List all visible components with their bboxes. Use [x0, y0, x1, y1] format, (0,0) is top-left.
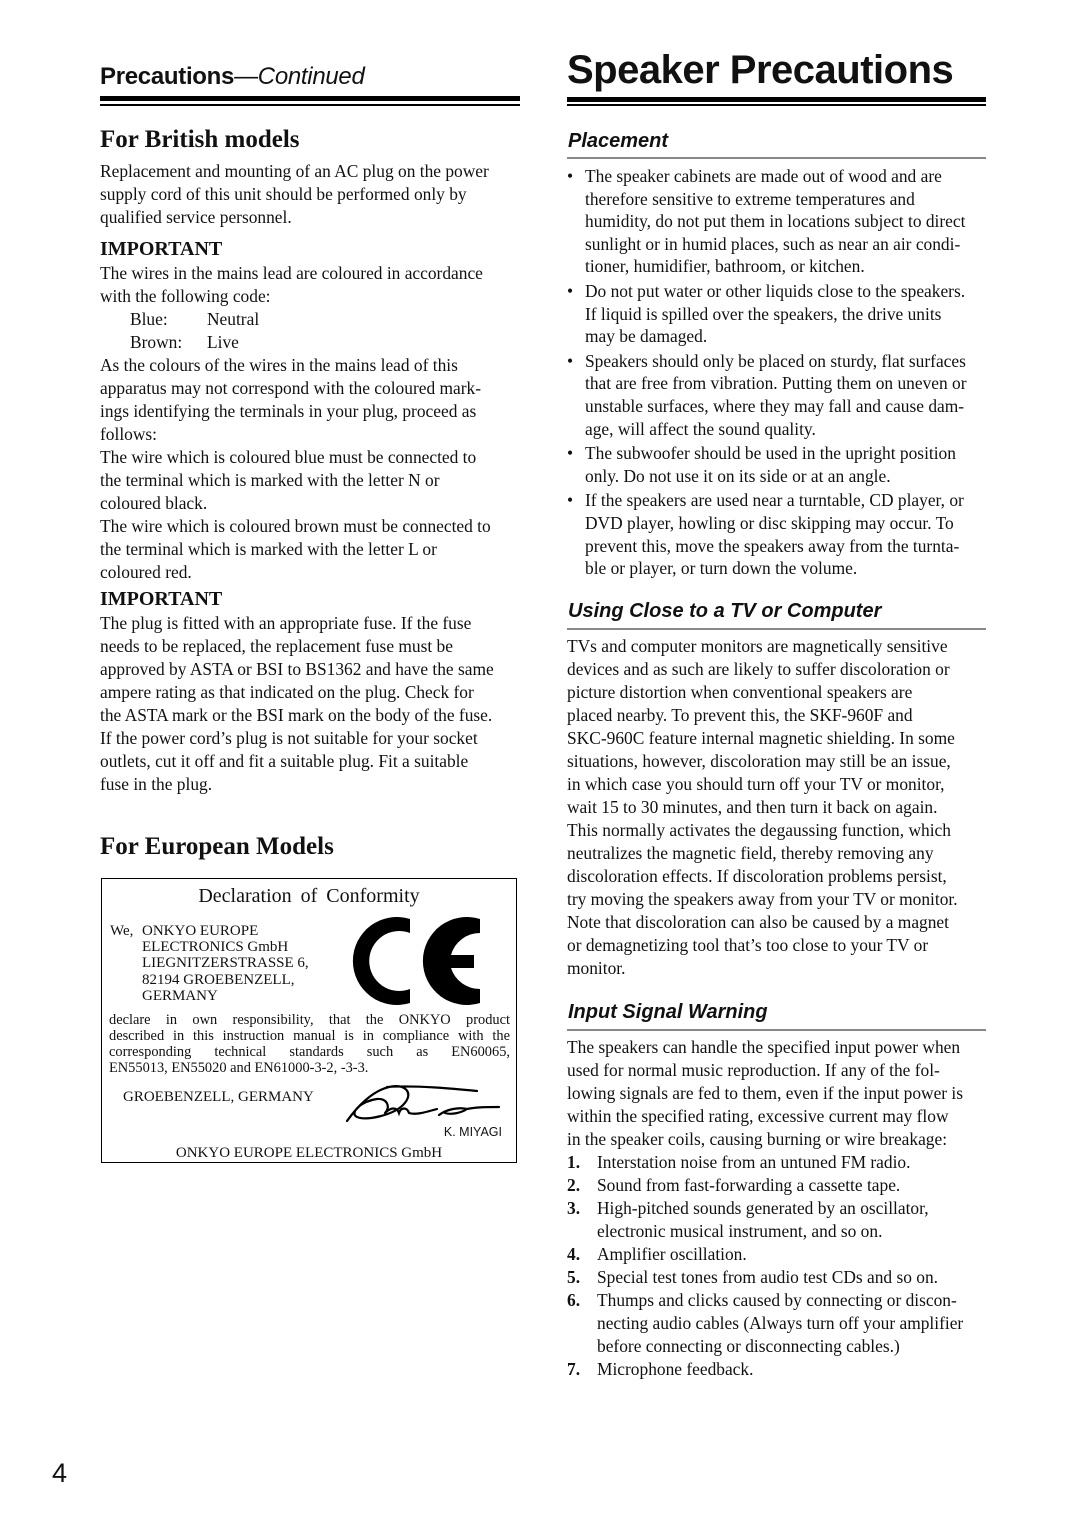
text-line: coloured black.	[100, 493, 208, 513]
text-line: electronic musical instrument, and so on.	[597, 1221, 883, 1241]
text-line: needs to be replaced, the replacement fuse must be	[100, 636, 453, 656]
list-item	[567, 350, 987, 440]
text-line: devices and as such are likely to suffer discoloration or	[567, 659, 950, 679]
declare-line: declare in own responsibility, that the ONKYO product	[109, 1012, 510, 1028]
text-line: If liquid is spilled over the speakers, the drive units	[585, 303, 942, 324]
declare-line: described in this instruction manual is in compliance with the	[109, 1028, 510, 1044]
bullet-icon: •	[567, 166, 574, 186]
text-line: try moving the speakers away from your TV or monitor.	[567, 889, 958, 909]
tv-section-body	[567, 635, 958, 980]
text-line: The plug is fitted with an appropriate fuse. If the fuse	[100, 613, 472, 633]
text-line: Special test tones from audio test CDs and so on.	[597, 1267, 939, 1287]
declaration-address	[142, 923, 309, 1004]
text-line: used for normal music reproduction. If any of the fol-	[567, 1060, 940, 1080]
title-rule-thick	[567, 97, 986, 102]
declaration-we: We,	[110, 923, 134, 939]
text-line: If the speakers are used near a turntable, CD player, or	[585, 490, 964, 511]
text-line: may be damaged.	[585, 326, 708, 347]
text-line: humidity, do not put them in locations subject to direct	[585, 211, 966, 232]
text-line: discoloration effects. If discoloration problems persist,	[567, 866, 947, 886]
item-number: 7.	[567, 1359, 581, 1379]
header-rule-thick	[100, 96, 520, 101]
text-line: Speakers should only be placed on sturdy, flat surfaces	[585, 350, 966, 371]
text-line: approved by ASTA or BSI to BS1362 and have the same	[100, 659, 494, 679]
item-number: 5.	[567, 1267, 581, 1287]
list-item	[567, 1197, 987, 1243]
declaration-statement	[109, 1012, 510, 1076]
list-item	[567, 442, 987, 487]
text-line: The wires in the mains lead are coloured in accordance	[100, 263, 483, 283]
text-line: The wire which is coloured blue must be connected to	[100, 447, 477, 467]
bullet-icon: •	[567, 490, 574, 511]
left-page-header	[100, 62, 520, 92]
tv-section-title: Using Close to a TV or Computer	[568, 600, 882, 622]
text-line: the ASTA mark or the BSI mark on the body of the fuse.	[100, 705, 493, 725]
text-line: in the speaker coils, causing burning or wire breakage:	[567, 1129, 948, 1149]
text-line: the terminal which is marked with the letter N or	[100, 470, 440, 490]
text-line: sunlight or in humid places, such as near an air condi-	[585, 233, 961, 254]
text-line: neutralizes the magnetic field, thereby removing any	[567, 843, 934, 863]
text-line: therefore sensitive to extreme temperatures and	[585, 188, 915, 209]
bullet-icon: •	[567, 280, 574, 301]
text-line: fuse in the plug.	[100, 774, 213, 794]
text-line: This normally activates the degaussing function, which	[567, 820, 951, 840]
declare-line: EN55013, EN55020 and EN61000-3-2, -3-3.	[109, 1060, 369, 1076]
text-line: supply cord of this unit should be performed only by	[100, 184, 467, 204]
input-section-title: Input Signal Warning	[568, 1001, 768, 1023]
signature-icon	[327, 1077, 507, 1129]
text-line: Note that discoloration can also be caused by a magnet	[567, 912, 949, 932]
important-heading-2: IMPORTANT	[100, 588, 223, 610]
text-line: placed nearby. To prevent this, the SKF-960F and	[567, 705, 913, 725]
text-line: ampere rating as that indicated on the plug. Check for	[100, 682, 474, 702]
declaration-company: ONKYO EUROPE ELECTRONICS GmbH	[175, 1145, 443, 1161]
address-line: GERMANY	[142, 987, 218, 1004]
text-line: age, will affect the sound quality.	[585, 418, 816, 439]
declaration-of-conformity-box	[101, 878, 517, 1163]
text-line: only. Do not use it on its side or at an angle.	[585, 465, 891, 486]
wire-code-row	[100, 331, 491, 354]
european-heading: For European Models	[100, 833, 334, 860]
text-line: within the specified rating, excessive current may flow	[567, 1106, 949, 1126]
text-line: picture distortion when conventional speakers are	[567, 682, 913, 702]
text-line: with the following code:	[100, 286, 271, 306]
text-line: Interstation noise from an untuned FM radio.	[597, 1152, 911, 1172]
text-line: before connecting or disconnecting cables.)	[597, 1336, 900, 1356]
input-section-body	[567, 1036, 963, 1151]
item-number: 6.	[567, 1290, 581, 1310]
address-line: ONKYO EUROPE	[142, 923, 259, 939]
page-number: 4	[52, 1458, 68, 1488]
list-item	[567, 1289, 987, 1358]
address-line: LIEGNITZERSTRASSE 6,	[142, 955, 309, 972]
text-line: Sound from fast-forwarding a cassette tape.	[597, 1175, 901, 1195]
wire-meaning: Live	[207, 332, 239, 352]
item-number: 4.	[567, 1244, 581, 1264]
text-line: or demagnetizing tool that’s too close to your TV or	[567, 935, 929, 955]
british-heading: For British models	[100, 126, 300, 153]
list-item	[567, 280, 987, 348]
left-header-continued: —Continued	[234, 63, 365, 90]
left-header-title: Precautions	[100, 63, 235, 90]
text-line: ings identifying the terminals in your plug, proceed as	[100, 401, 477, 421]
important-1-body	[100, 262, 491, 584]
bullet-icon: •	[567, 443, 574, 464]
text-line: ble or player, or turn down the volume.	[585, 558, 858, 579]
text-line: High-pitched sounds generated by an oscillator,	[597, 1198, 929, 1218]
list-item	[567, 1266, 987, 1289]
text-line: the terminal which is marked with the letter L or	[100, 539, 437, 559]
bullet-icon: •	[567, 350, 574, 371]
text-line: outlets, cut it off and fit a suitable plug. Fit a suitable	[100, 751, 469, 771]
text-line: situations, however, discoloration may still be an issue,	[567, 751, 951, 771]
declaration-title: Declaration of Conformity	[198, 885, 420, 907]
text-line: TVs and computer monitors are magnetically sensitive	[567, 636, 948, 656]
tv-section-rule	[567, 628, 986, 630]
item-number: 1.	[567, 1152, 581, 1172]
text-line: apparatus may not correspond with the coloured mark-	[100, 378, 482, 398]
list-item	[567, 1174, 987, 1197]
british-intro	[100, 160, 489, 229]
text-line: in which case you should turn off your TV or monitor,	[567, 774, 945, 794]
important-heading-1: IMPORTANT	[100, 238, 223, 260]
text-line: The speaker cabinets are made out of wood and are	[585, 166, 942, 186]
wire-code-row	[100, 308, 491, 331]
text-line: Do not put water or other liquids close to the speakers.	[585, 280, 966, 301]
signatory-name: K. MIYAGI	[443, 1125, 502, 1139]
text-line: The subwoofer should be used in the upright position	[585, 443, 956, 464]
important-2-body	[100, 612, 494, 796]
text-line: lowing signals are fed to them, even if the input power is	[567, 1083, 964, 1103]
text-line: qualified service personnel.	[100, 207, 292, 227]
text-line: necting audio cables (Always turn off your amplifier	[597, 1313, 964, 1333]
text-line: that are free from vibration. Putting them on uneven or	[585, 373, 967, 394]
list-item	[567, 165, 987, 278]
list-item	[567, 1358, 987, 1381]
wire-color: Brown:	[130, 332, 183, 352]
placement-title: Placement	[568, 130, 669, 152]
address-line: 82194 GROEBENZELL,	[142, 971, 295, 988]
item-number: 3.	[567, 1198, 581, 1218]
text-line: Amplifier oscillation.	[597, 1244, 747, 1264]
list-item	[567, 489, 987, 579]
text-line: DVD player, howling or disc skipping may occur. To	[585, 512, 954, 533]
text-line: monitor.	[567, 958, 626, 978]
list-item	[567, 1151, 987, 1174]
header-rule-thin	[100, 104, 520, 106]
text-line: Replacement and mounting of an AC plug on the power	[100, 161, 489, 181]
declaration-place: GROEBENZELL, GERMANY	[123, 1089, 314, 1105]
declare-line: corresponding technical standards such as EN60065,	[109, 1044, 510, 1060]
wire-color: Blue:	[130, 309, 168, 329]
text-line: If the power cord’s plug is not suitable for your socket	[100, 728, 478, 748]
text-line: SKC-960C feature internal magnetic shielding. In some	[567, 728, 955, 748]
text-line: prevent this, move the speakers away from the turnta-	[585, 535, 960, 556]
text-line: The wire which is coloured brown must be connected to	[100, 516, 491, 536]
input-section-rule	[567, 1029, 986, 1031]
list-item	[567, 1243, 987, 1266]
text-line: follows:	[100, 424, 158, 444]
text-line: tioner, humidifier, bathroom, or kitchen.	[585, 256, 865, 277]
page-title: Speaker Precautions	[567, 48, 954, 92]
placement-list	[567, 165, 987, 582]
text-line: wait 15 to 30 minutes, and then turn it back on again.	[567, 797, 938, 817]
item-number: 2.	[567, 1175, 581, 1195]
text-line: coloured red.	[100, 562, 192, 582]
text-line: Thumps and clicks caused by connecting or discon-	[597, 1290, 957, 1310]
input-signal-list	[567, 1151, 987, 1381]
title-rule-thin	[567, 104, 986, 106]
wire-meaning: Neutral	[207, 309, 260, 329]
text-line: unstable surfaces, where they may fall and cause dam-	[585, 395, 965, 416]
ce-mark-icon	[352, 913, 482, 1009]
text-line: As the colours of the wires in the mains lead of this	[100, 355, 458, 375]
text-line: The speakers can handle the specified input power when	[567, 1037, 961, 1057]
address-line: ELECTRONICS GmbH	[142, 939, 289, 956]
text-line: Microphone feedback.	[597, 1359, 754, 1379]
placement-rule	[567, 157, 986, 159]
